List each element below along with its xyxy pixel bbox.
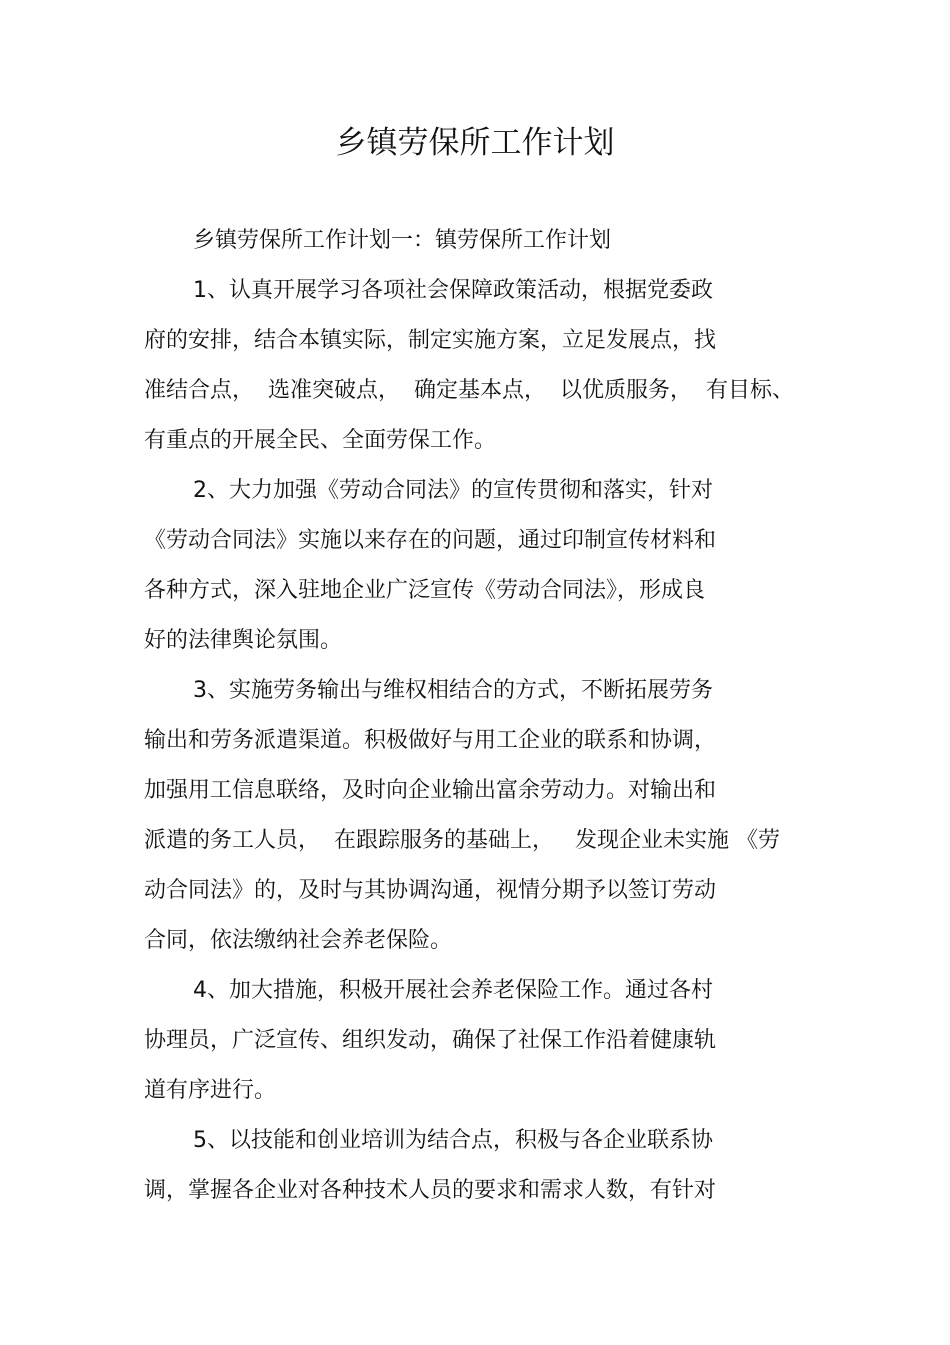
- paragraph-line: 输出和劳务派遣渠道。积极做好与用工企业的联系和协调，: [144, 728, 717, 753]
- paragraph-line: 合同，依法缴纳社会养老保险。: [144, 928, 453, 953]
- paragraph-line: 3、实施劳务输出与维权相结合的方式，不断拓展劳务: [193, 678, 713, 703]
- paragraph-line: 各种方式，深入驻地企业广泛宣传《劳动合同法》，形成良: [144, 578, 706, 603]
- paragraph-line: 准结合点， 选准突破点， 确定基本点， 以优质服务， 有目标、: [144, 378, 794, 403]
- paragraph-line: 府的安排，结合本镇实际，制定实施方案，立足发展点，找: [144, 328, 717, 353]
- paragraph-line: 《劳动合同法》实施以来存在的问题，通过印制宣传材料和: [144, 528, 717, 553]
- paragraph-line: 道有序进行。: [144, 1078, 277, 1103]
- paragraph-line: 加强用工信息联络，及时向企业输出富余劳动力。对输出和: [144, 778, 717, 803]
- paragraph-line: 协理员，广泛宣传、组织发动，确保了社保工作沿着健康轨: [144, 1028, 717, 1053]
- paragraph-line: 4、加大措施，积极开展社会养老保险工作。通过各村: [193, 978, 713, 1003]
- paragraph-line: 1、认真开展学习各项社会保障政策活动，根据党委政: [193, 278, 713, 303]
- paragraph-line: 5、以技能和创业培训为结合点，积极与各企业联系协: [193, 1128, 713, 1153]
- paragraph-line: 调，掌握各企业对各种技术人员的要求和需求人数，有针对: [144, 1178, 717, 1203]
- paragraph-line: 好的法律舆论氛围。: [144, 628, 343, 653]
- document-title: 乡镇劳保所工作计划: [335, 125, 615, 161]
- paragraph-line: 派遣的务工人员， 在跟踪服务的基础上， 发现企业未实施 《劳: [144, 828, 780, 853]
- paragraph-line: 动合同法》的，及时与其协调沟通，视情分期予以签订劳动: [144, 878, 717, 903]
- subtitle-line: 乡镇劳保所工作计划一：镇劳保所工作计划: [193, 228, 612, 253]
- paragraph-line: 有重点的开展全民、全面劳保工作。: [144, 428, 497, 453]
- paragraph-line: 2、大力加强《劳动合同法》的宣传贯彻和落实，针对: [193, 478, 713, 503]
